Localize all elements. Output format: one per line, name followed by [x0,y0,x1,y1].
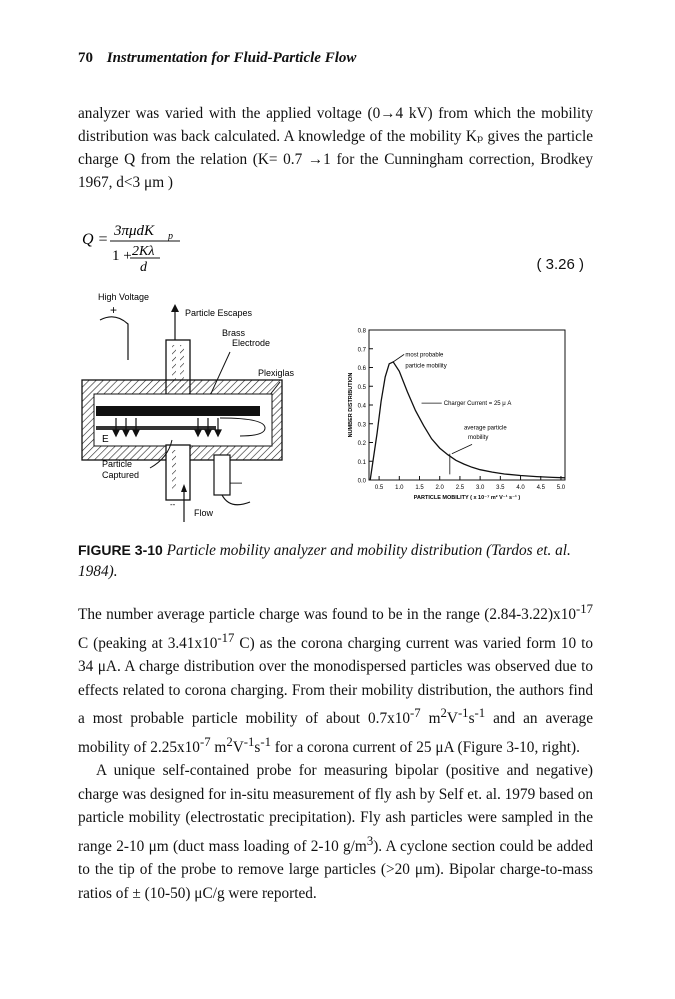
negative-lead [222,495,250,505]
brass-electrode [96,406,260,416]
electrode-label: Electrode [232,338,271,348]
y-tick-label: 0.7 [357,347,366,354]
paragraph-2: The number average particle charge was found to be in the range $(2.84-3.22)x10^{-17}$ C (peaking at $3.41x10^{-17}$ C) as the corona charging current was varied form 10 to 34 μA. A charge distribution over the monodispersed particles was observed due to effects related to corona charging. From their mobility distribution, the authors find a most probable particle mobility of about $0.7x10^{-7}$ $m^2V^{-1}s^{-1}$ and an average mobility of $2.25x10^{-7}$ $m^2V^{-1}s^{-1}$ for a corona current of 25 μA (Figure 3-10, right). [78,602,593,756]
x-tick-label: 5.0 [556,485,566,491]
y-tick-label: 0.3 [357,422,366,429]
y-tick-label: 0.1 [357,459,366,466]
hv-lead-wire [100,317,128,360]
y-tick-label: 0.5 [357,384,366,391]
figure-caption [78,540,598,582]
x-axis-label: PARTICLE MOBILITY ( x 10⁻⁷ m² V⁻¹ s⁻¹ ) [413,495,521,501]
y-tick-label: 0.0 [357,478,366,485]
y-tick-label: 0.6 [357,366,366,372]
particle-captured-label: Particle Captured [102,459,140,480]
flow-dashes: -- [170,500,176,509]
equation-number: ( 3.26 ) [536,256,584,273]
eq-lhs: Q = [82,231,109,248]
escape-arrowhead [171,304,179,312]
particle-escapes-label: Particle Escapes [185,308,253,318]
flow-label: Flow [194,508,214,518]
body-text [78,598,593,905]
annotation-most-probable: most probable [405,352,444,359]
annotation-pointer [393,354,404,362]
outlet-tube [214,455,230,495]
annotation-most-probable-2: particle mobility [405,363,447,370]
chamber [94,394,272,446]
running-header [78,50,356,67]
brass-electrode-label: Brass Electrode [222,328,271,348]
figure-caption-text: Particle mobility analyzer and mobility distribution (Tardos et. al. 1984). [78,542,571,580]
plexiglas-label: Plexiglas [258,368,295,378]
eq-denominator: 1 + [112,248,132,264]
paragraph-1: analyzer was varied with the applied voltage (0→4 kV) from which the mobility distribution was back calculated. A knowledge of the mobility Kₚ gives the particle charge Q from the relation (K= 0.7 →1 for the Cunningham correction, Brodkey 1967, d<3 μm ) [78,105,593,191]
plus-sign: + [110,303,118,317]
x-tick-label: 2.5 [455,485,465,491]
mobility-analyzer-schematic [80,290,330,525]
eq-den-frac-num: 2Kλ [132,244,155,259]
eq-den-frac-den: d [140,260,147,275]
distribution-curve [370,362,565,480]
eq-numerator: 3πμdK [114,223,155,239]
eq-numerator-sub: p [168,231,173,242]
x-tick-label: 3.5 [496,485,505,491]
x-tick-label: 0.5 [374,485,384,491]
paragraph-3: A unique self-contained probe for measuring bipolar (positive and negative) charge was designed for in-situ measurement of fly ash by Self et. al. 1979 based on particle mobility (electrostatic precipitation). Fly ash particles were sampled in the range 2-10 μm (duct mass loading of 2-10 $g/m^3$). A cyclone section could be added to the tip of the probe to remove large particles (>20 μm). Bipolar charge-to-mass ratios of ± (10-50) μC/g were reported. [78,762,593,902]
x-tick-label: 1.0 [395,485,404,491]
lower-tube-wall [172,450,176,490]
x-tick-label: 1.5 [415,485,424,491]
x-tick-label: 2.0 [435,485,444,491]
y-tick-label: 0.2 [357,441,366,447]
x-tick-label: 3.0 [475,485,485,491]
page-number: 70 [78,50,93,66]
annotation-average: average particle [463,425,507,432]
equation-3-26 [80,214,600,274]
minus-sign: — [230,475,242,489]
equation-graphic [80,214,280,276]
figure-label: FIGURE 3-10 [78,542,163,558]
y-tick-label: 0.8 [357,328,366,335]
book-title: Instrumentation for Fluid-Particle Flow [106,50,357,66]
y-axis-label: NUMBER DISTRIBUTION [348,372,354,438]
high-voltage-label: High Voltage [98,292,150,302]
field-label-e: E [102,434,109,445]
y-tick-label: 0.4 [357,403,366,410]
annotation-average-2: mobility [468,434,489,441]
annotation-charger-current: Charger Current = 25 μ A [443,401,512,407]
mobility-distribution-chart [333,322,583,502]
average-pointer [452,444,472,453]
x-tick-label: 4.5 [536,485,545,491]
x-tick-label: 4.0 [516,485,525,491]
